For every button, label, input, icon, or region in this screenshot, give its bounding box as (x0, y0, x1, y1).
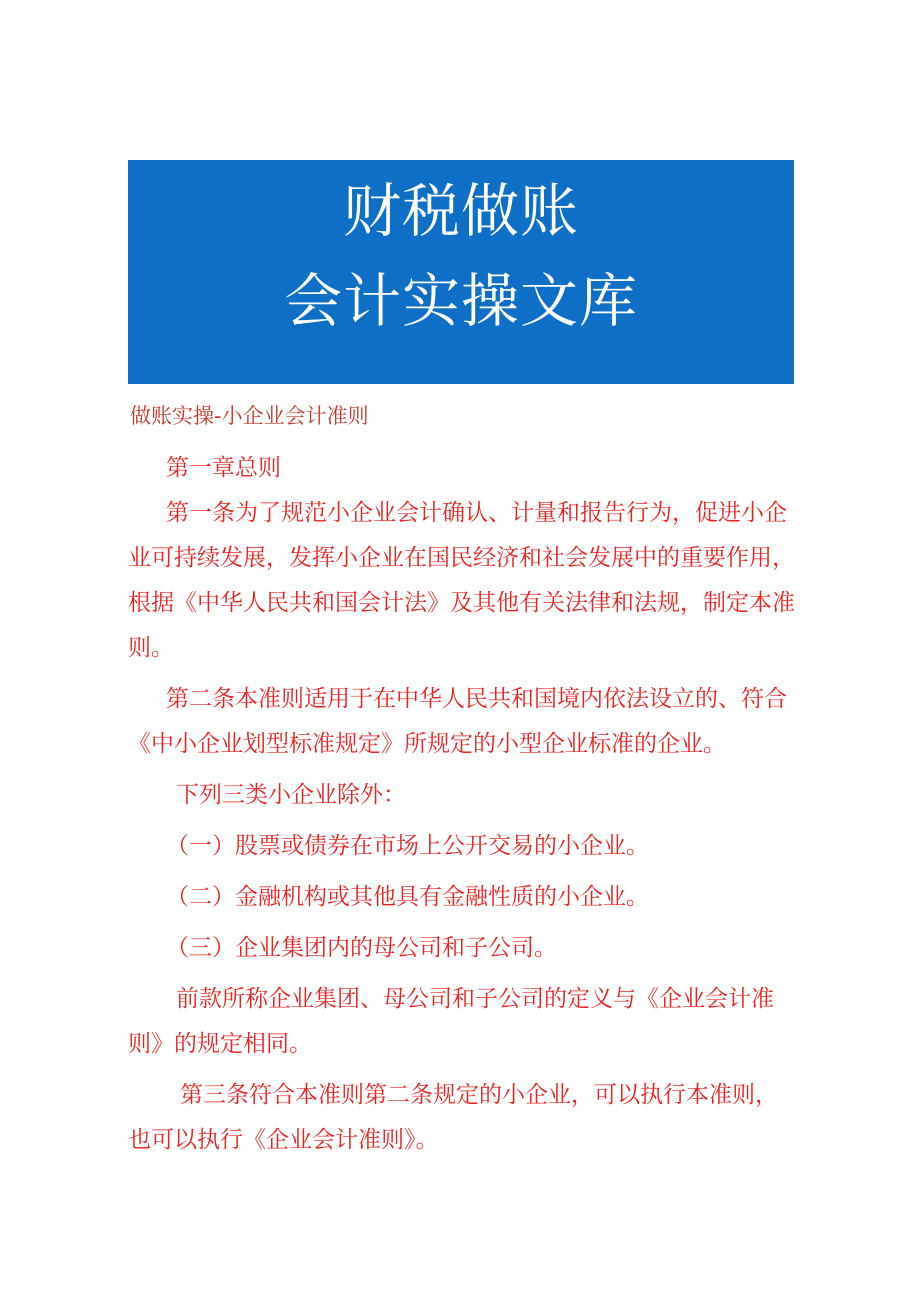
banner-title-line-2: 会计实操文库 (283, 267, 638, 335)
definition-line-2: 则》的规定相同。 (128, 1031, 312, 1057)
article-1-line-4: 则。 (128, 635, 174, 661)
article-2-line-2: 《中小企业划型标准规定》所规定的小型企业标准的企业。 (128, 731, 726, 757)
exclusion-item-1: （一）股票或债券在市场上公开交易的小企业。 (166, 833, 649, 859)
article-1-line-2: 业可持续发展，发挥小企业在国民经济和社会发展中的重要作用， (128, 545, 795, 571)
article-2-line-1: 第二条本准则适用于在中华人民共和国境内依法设立的、符合 (166, 686, 787, 712)
article-3-line-1: 第三条符合本准则第二条规定的小企业，可以执行本准则， (180, 1082, 778, 1108)
exclusion-item-2: （二）金融机构或其他具有金融性质的小企业。 (166, 884, 649, 910)
banner-title-line-1: 财税做账 (342, 177, 579, 245)
document-body (128, 446, 800, 1163)
article-1-line-1: 第一条为了规范小企业会计确认、计量和报告行为，促进小企 (166, 500, 787, 526)
article-3-line-2: 也可以执行《企业会计准则》。 (128, 1127, 439, 1153)
article-1-line-3: 根据《中华人民共和国会计法》及其他有关法律和法规，制定本准 (128, 590, 795, 616)
document-subtitle: 做账实操-小企业会计准则 (130, 404, 369, 428)
exclusion-intro: 下列三类小企业除外： (176, 782, 406, 808)
chapter-heading: 第一章总则 (166, 455, 281, 481)
definition-line-1: 前款所称企业集团、母公司和子公司的定义与《企业会计准 (176, 986, 774, 1012)
exclusion-item-3: （三）企业集团内的母公司和子公司。 (166, 935, 557, 961)
